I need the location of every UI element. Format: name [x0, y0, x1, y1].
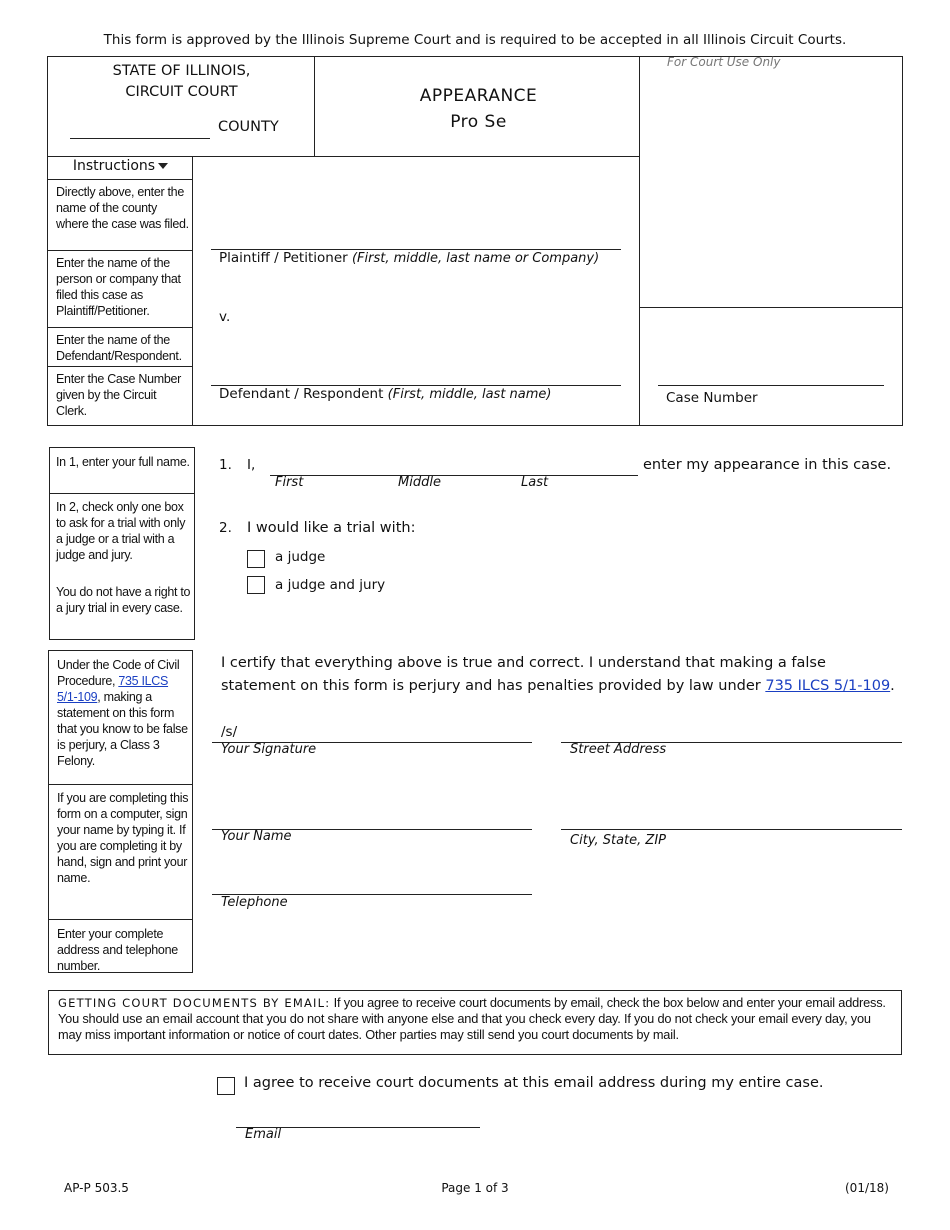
email-notice-body: If you agree to receive court documents by email, check the box below and enter your email address. You should use an email account that you do not share with anyone else and that you check every day. If you do not check your email every day, you may miss important information or notice of court dates. Other parties may still send you court documents by mail. — [58, 995, 886, 1042]
last-label: Last — [521, 475, 549, 490]
street-address-label: Street Address — [570, 742, 667, 757]
instruction-jury-right: You do not have a right to a jury trial in every case. — [56, 585, 191, 615]
jury-checkbox[interactable] — [247, 576, 265, 594]
perjury-statute-link[interactable]: 735 ILCS 5/1-109 — [57, 674, 169, 704]
page-number: Page 1 of 3 — [441, 1181, 509, 1195]
case-number-label: Case Number — [666, 390, 758, 406]
case-number-input[interactable] — [658, 385, 884, 386]
certification-statute-link[interactable]: 735 ILCS 5/1-109 — [765, 678, 891, 694]
court-heading — [48, 61, 315, 103]
instructions-toggle[interactable]: Instructions — [48, 158, 193, 174]
item2-number: 2. — [219, 520, 232, 536]
signature-label: Your Signature — [221, 742, 317, 757]
instruction-full-name: In 1, enter your full name. — [56, 455, 190, 469]
plaintiff-label: Plaintiff / Petitioner (First, middle, last name or Company) — [219, 250, 600, 266]
county-input[interactable] — [70, 138, 210, 139]
caret-down-icon — [158, 163, 168, 169]
approval-notice: This form is approved by the Illinois Supreme Court and is required to be accepted in all Illinois Circuit Courts. — [103, 32, 847, 48]
email-consent-checkbox[interactable] — [217, 1077, 235, 1095]
court-use-label: For Court Use Only — [667, 55, 781, 69]
city-state-zip-input[interactable] — [561, 829, 902, 830]
first-label: First — [275, 475, 304, 490]
email-notice-heading: GETTING COURT DOCUMENTS BY EMAIL: — [58, 996, 331, 1010]
versus-label: v. — [219, 309, 231, 325]
instruction-trial: In 2, check only one box to ask for a trial with only a judge or a trial with a judge and jury. — [56, 500, 186, 562]
form-title — [316, 83, 641, 135]
item1-number: 1. — [219, 457, 232, 473]
instruction-defendant: Enter the name of the Defendant/Respondent. — [56, 333, 182, 363]
instruction-signature: If you are completing this form on a computer, sign your name by typing it. If you are completing it by hand, sign and print your name. — [57, 791, 189, 885]
item1-suffix: enter my appearance in this case. — [643, 457, 892, 473]
state-label: STATE OF ILLINOIS, — [112, 63, 251, 79]
circuit-court-label: CIRCUIT COURT — [125, 84, 238, 100]
your-name-label: Your Name — [221, 829, 292, 844]
item2-text: I would like a trial with: — [247, 520, 416, 536]
subtitle: Pro Se — [450, 112, 507, 132]
revision-date: (01/18) — [845, 1181, 889, 1195]
caption-frame — [47, 56, 903, 426]
city-state-zip-label: City, State, ZIP — [570, 833, 666, 848]
item1-prefix: I, — [247, 457, 256, 473]
instruction-county: Directly above, enter the name of the county where the case was filed. — [56, 185, 189, 231]
section2-instructions — [48, 650, 193, 973]
email-label: Email — [245, 1127, 282, 1142]
section1-instructions — [49, 447, 195, 640]
instruction-address: Enter your complete address and telephone number. — [57, 927, 178, 973]
full-name-input[interactable] — [270, 475, 638, 476]
email-consent-label: I agree to receive court documents at this email address during my entire case. — [244, 1075, 824, 1091]
jury-option-label: a judge and jury — [275, 577, 386, 593]
judge-checkbox[interactable] — [247, 550, 265, 568]
instruction-perjury: Under the Code of Civil Procedure, 735 ILCS 5/1-109, making a statement on this form that you know to be false is perjury, a Class 3 Felony. — [57, 658, 188, 768]
signature-prefix: /s/ — [221, 724, 238, 740]
middle-label: Middle — [398, 475, 441, 490]
county-label: COUNTY — [218, 119, 279, 135]
instruction-plaintiff: Enter the name of the person or company that filed this case as Plaintiff/Petitioner. — [56, 256, 181, 318]
judge-option-label: a judge — [275, 549, 326, 565]
email-notice — [48, 990, 902, 1055]
certification-text: I certify that everything above is true and correct. I understand that making a false statement on this form is perjury and has penalties provided by law under 735 ILCS 5/1-109. — [221, 655, 895, 694]
instruction-case-number: Enter the Case Number given by the Circuit Clerk. — [56, 372, 182, 418]
telephone-label: Telephone — [221, 895, 288, 910]
title: APPEARANCE — [419, 86, 538, 106]
form-code: AP-P 503.5 — [64, 1181, 129, 1195]
defendant-label: Defendant / Respondent (First, middle, last name) — [219, 386, 552, 402]
